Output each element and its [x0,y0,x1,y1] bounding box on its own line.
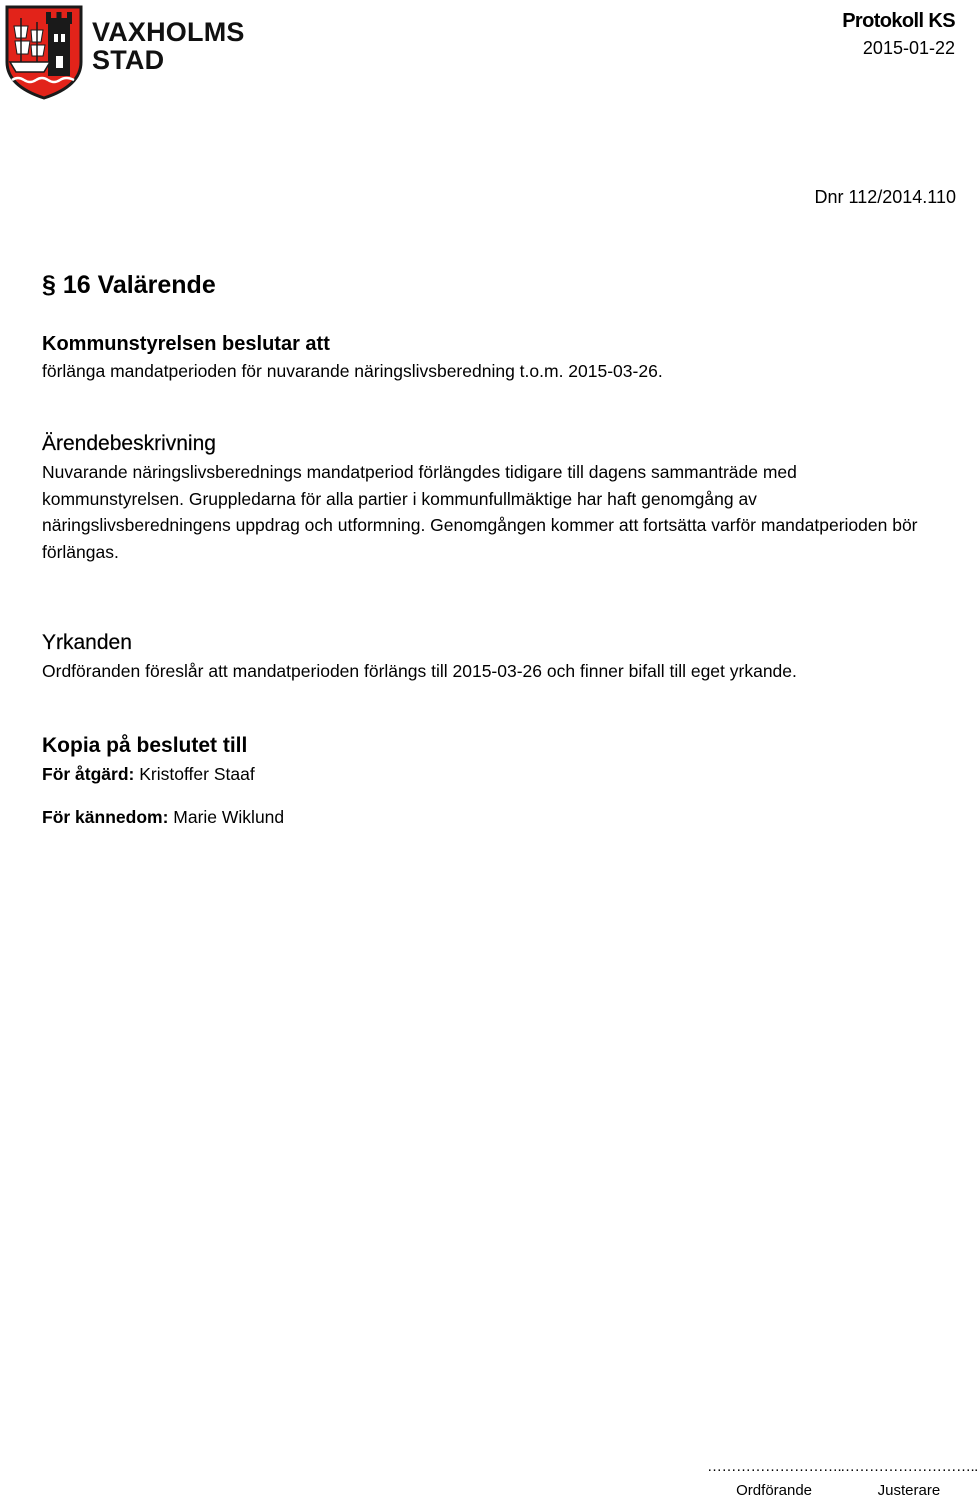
copy-action-value: Kristoffer Staaf [139,764,255,784]
adjuster-signature-line: ……………………….. [840,1458,978,1475]
coat-of-arms-icon [4,4,84,100]
copy-info-line [42,804,920,831]
document-header [842,8,955,62]
decision-section [42,330,920,385]
decision-heading: Kommunstyrelsen beslutar att [42,333,330,355]
adjuster-signature-label: Justerare [877,1482,941,1499]
registration-number: Dnr 112/2014.110 [814,187,956,207]
logo-wordmark [92,18,245,74]
logo-line-1: VAXHOLMS [92,17,245,47]
copy-info-value: Marie Wiklund [173,806,285,827]
description-text: Nuvarande näringslivsberednings mandatperiod förlängdes tidigare till dagens sammanträde med kommunstyrelsen. Gruppledarna för alla partier i kommunfullmäktige har haft genomgång av näringslivsberedningens uppdrag och utformning. Genomgången kommer att fortsätta varför mandatperioden bör förlängas. [42,462,918,562]
municipality-logo [4,4,254,100]
document-type: Protokoll KS [842,10,955,32]
description-heading: Ärendebeskrivning [42,432,216,455]
copy-section [42,731,920,830]
copy-action-label: För åtgärd: [42,764,135,784]
motions-heading: Yrkanden [42,631,132,654]
chair-signature [707,1458,841,1500]
decision-text: förlänga mandatperioden för nuvarande näringslivsberedning t.o.m. 2015-03-26. [42,361,663,381]
adjuster-signature [840,1458,978,1500]
chair-signature-line: ………………………. [707,1458,842,1475]
logo-line-2: STAD [92,45,165,75]
copy-info-label: För kännedom: [42,806,169,827]
motions-text: Ordföranden föreslår att mandatperioden förlängs till 2015-03-26 och finner bifall till eget yrkande. [42,661,797,681]
chair-signature-label: Ordförande [736,1482,813,1499]
motions-section [42,628,920,685]
paragraph-title: § 16 Valärende [42,271,216,299]
copy-heading: Kopia på beslutet till [42,734,248,757]
copy-action-line [42,761,920,788]
document-date: 2015-01-22 [862,38,955,58]
description-section [42,429,920,565]
